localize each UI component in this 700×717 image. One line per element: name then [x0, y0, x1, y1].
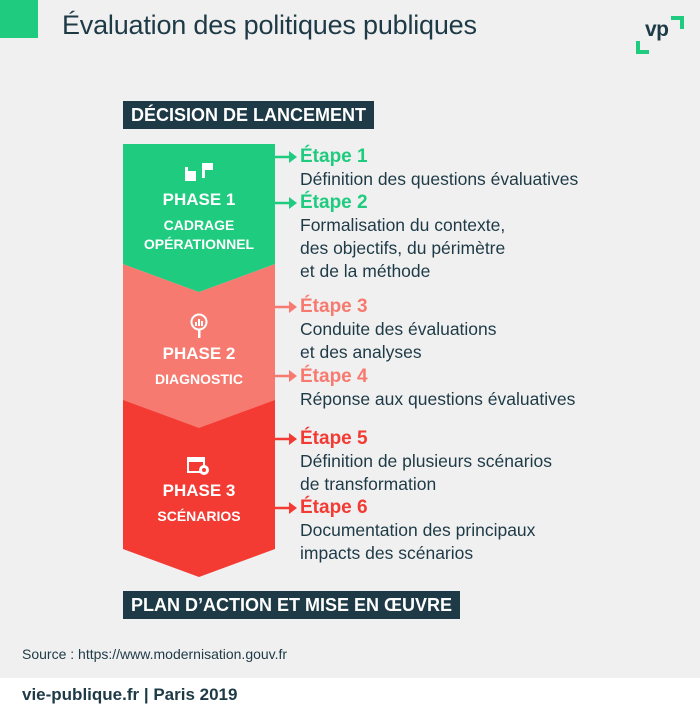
phase-2-title: PHASE 2 [162, 344, 236, 363]
phase-2 [123, 344, 275, 389]
step-6 [300, 497, 690, 565]
step-5-description: Définition de plusieurs scénarios de transformation [300, 451, 552, 494]
step-6-label: Étape 6 [300, 497, 368, 518]
action-plan-bar: PLAN D’ACTION ET MISE EN ŒUVRE [123, 591, 460, 619]
step-3-label: Étape 3 [300, 296, 368, 317]
logo-text: vp [645, 18, 669, 41]
source-note: Source : https://www.modernisation.gouv.fr [22, 646, 288, 662]
step-3-description: Conduite des évaluations et des analyses [300, 319, 497, 362]
phase-2-subtitle: DIAGNOSTIC [155, 371, 243, 387]
phase-3-subtitle: SCÉNARIOS [157, 508, 241, 524]
step-1-label: Étape 1 [300, 146, 368, 167]
phase-3 [123, 481, 275, 526]
phase-1 [123, 190, 275, 254]
connector-5 [275, 433, 297, 445]
footer-credit: vie-publique.fr | Paris 2019 [22, 685, 238, 704]
connector-3 [275, 301, 297, 313]
step-2-label: Étape 2 [300, 192, 368, 213]
flags-icon [123, 162, 275, 184]
connector-1 [275, 151, 297, 163]
step-1 [300, 146, 690, 191]
connector-6 [275, 502, 297, 514]
step-2 [300, 192, 690, 283]
step-2-description: Formalisation du contexte, des objectifs, du périmètre et de la méthode [300, 215, 506, 281]
connector-4 [275, 370, 297, 382]
phase-1-subtitle: CADRAGE OPÉRATIONNEL [143, 217, 255, 252]
footer [0, 678, 700, 717]
step-5-label: Étape 5 [300, 428, 368, 449]
step-4-description: Réponse aux questions évaluatives [300, 389, 576, 409]
step-4 [300, 366, 690, 411]
step-5 [300, 428, 690, 496]
step-4-label: Étape 4 [300, 366, 368, 387]
page-title: Évaluation des politiques publiques [62, 10, 477, 40]
step-1-description: Définition des questions évaluatives [300, 169, 579, 189]
magnifier-chart-icon [123, 313, 275, 335]
phase-3-title: PHASE 3 [162, 481, 236, 500]
step-6-description: Documentation des principaux impacts des scénarios [300, 520, 536, 563]
phase-1-title: PHASE 1 [162, 190, 236, 209]
connector-2 [275, 197, 297, 209]
step-3 [300, 296, 690, 364]
launch-decision-bar: DÉCISION DE LANCEMENT [123, 101, 374, 129]
window-gear-icon [123, 455, 275, 477]
